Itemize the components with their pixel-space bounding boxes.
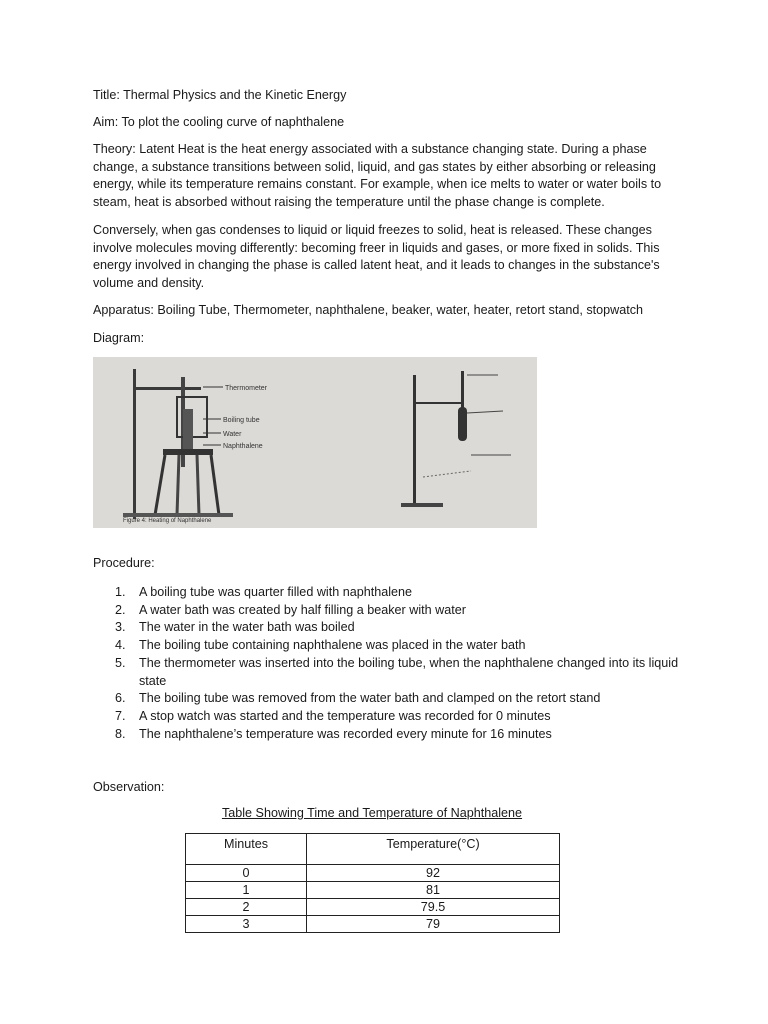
column-header-minutes: Minutes bbox=[186, 834, 307, 865]
diagram-label-water: Water bbox=[223, 431, 242, 438]
apparatus-diagram-drawing bbox=[93, 357, 537, 528]
theory-paragraph-2: Conversely, when gas condenses to liquid or liquid freezes to solid, heat is released. These changes involve molecules moving differently: becoming freer in liquids and gases, or more fixed in solids. This energy involved in changing the phase is called latent heat, and it leads to changes in the substance's volume and density. bbox=[93, 223, 660, 290]
procedure-heading: Procedure: bbox=[93, 556, 155, 570]
procedure-step: 4. The boiling tube containing naphthalene was placed in the water bath bbox=[115, 638, 526, 653]
apparatus-diagram-photo bbox=[93, 357, 537, 528]
procedure-step: 1. A boiling tube was quarter filled with naphthalene bbox=[115, 585, 413, 599]
apparatus-line: Apparatus: Boiling Tube, Thermometer, naphthalene, beaker, water, heater, retort stand, stopwatch bbox=[93, 303, 644, 317]
doc-aim: Aim: To plot the cooling curve of naphthalene bbox=[93, 115, 345, 129]
procedure-step: 3. The water in the water bath was boiled bbox=[115, 620, 355, 635]
minutes-cell: 3 bbox=[186, 916, 307, 933]
table-row bbox=[186, 899, 560, 916]
theory-paragraph-1: Theory: Latent Heat is the heat energy associated with a substance changing state. During a phase change, a substance transitions between solid, liquid, and gas states by either absorbing or releasing energy, while its temperature remains constant. For example, when ice melts to water or water boils to steam, heat is absorbed without raising the temperature until the phase change is complete. bbox=[93, 142, 662, 209]
table-row bbox=[186, 916, 560, 933]
temperature-cell: 92 bbox=[307, 865, 560, 882]
procedure-step: 2. A water bath was created by half filling a beaker with water bbox=[115, 602, 466, 617]
temperature-cell: 81 bbox=[307, 882, 560, 899]
doc-title: Title: Thermal Physics and the Kinetic Energy bbox=[93, 88, 347, 102]
diagram-heading: Diagram: bbox=[93, 331, 145, 345]
minutes-cell: 1 bbox=[186, 882, 307, 899]
temperature-cell: 79.5 bbox=[307, 899, 560, 916]
table-row bbox=[186, 865, 560, 882]
column-header-temperature: Temperature(°C) bbox=[307, 834, 560, 865]
procedure-step: 6. The boiling tube was removed from the water bath and clamped on the retort stand bbox=[115, 691, 601, 706]
table-row bbox=[186, 882, 560, 899]
diagram-label-naphthalene: Naphthalene bbox=[223, 443, 263, 450]
procedure-step: 8. The naphthalene’s temperature was recorded every minute for 16 minutes bbox=[115, 726, 552, 741]
table-caption: Table Showing Time and Temperature of Naphthalene bbox=[221, 806, 523, 820]
minutes-cell: 0 bbox=[186, 865, 307, 882]
diagram-label-thermometer: Thermometer bbox=[225, 385, 268, 392]
table-header-row bbox=[186, 834, 560, 865]
diagram-figure-caption: Figure 4: Heating of Naphthalene bbox=[123, 518, 212, 524]
time-temperature-table bbox=[185, 833, 560, 933]
diagram-label-boiling-tube: Boiling tube bbox=[223, 417, 260, 424]
procedure-list bbox=[115, 584, 685, 743]
temperature-cell: 79 bbox=[307, 916, 560, 933]
procedure-step: 7. A stop watch was started and the temperature was recorded for 0 minutes bbox=[115, 708, 551, 723]
procedure-step: 5. The thermometer was inserted into the boiling tube, when the naphthalene changed into its liquid state bbox=[115, 655, 679, 688]
observation-heading: Observation: bbox=[93, 780, 165, 794]
minutes-cell: 2 bbox=[186, 899, 307, 916]
